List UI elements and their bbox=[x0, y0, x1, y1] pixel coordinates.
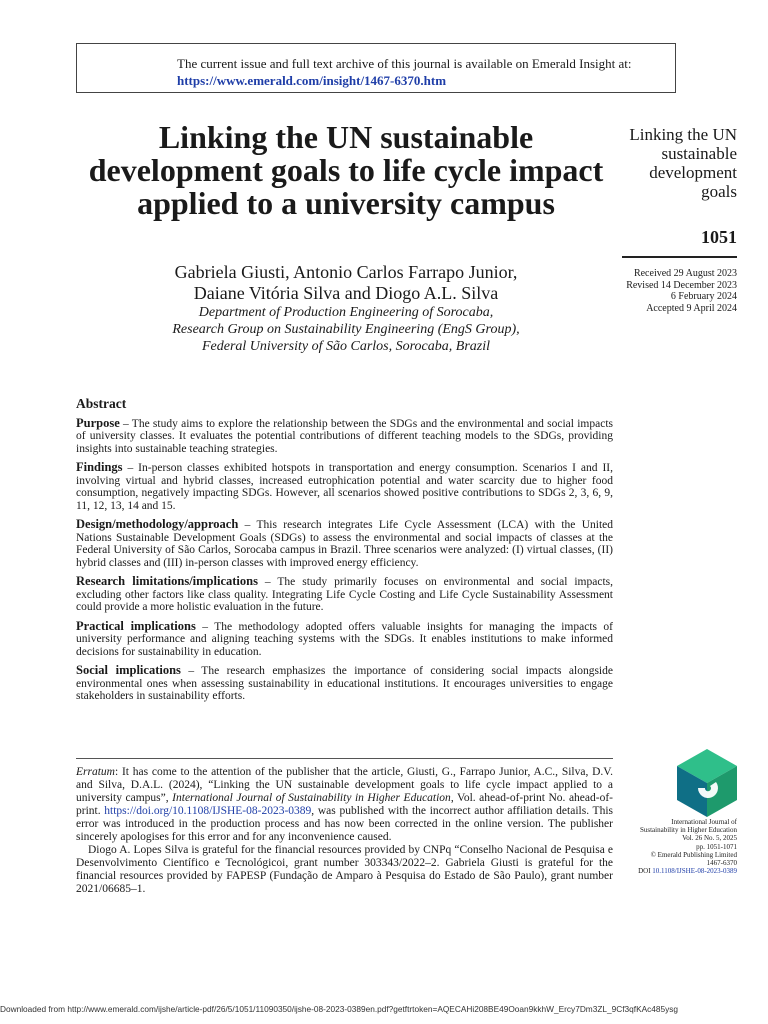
history-dates bbox=[600, 268, 737, 314]
erratum-label: Erratum bbox=[76, 766, 115, 778]
running-title-line-3: development bbox=[649, 163, 737, 182]
abstract-social bbox=[76, 664, 613, 703]
revised-date-2: 6 February 2024 bbox=[670, 291, 737, 302]
design-label: Design/methodology/approach bbox=[76, 517, 239, 531]
abstract-findings bbox=[76, 461, 613, 512]
journal-name-1: International Journal of bbox=[671, 818, 737, 826]
erratum-journal: International Journal of Sustainability in Higher Education bbox=[172, 792, 451, 804]
footnotes bbox=[76, 766, 613, 896]
doi-link[interactable]: 10.1108/IJSHE-08-2023-0389 bbox=[652, 867, 737, 876]
abstract-practical bbox=[76, 620, 613, 659]
revised-date-1: Revised 14 December 2023 bbox=[626, 279, 737, 291]
journal-doi bbox=[600, 867, 737, 875]
affiliation-line-1: Department of Production Engineering of Sorocaba, bbox=[198, 305, 494, 320]
running-title-line-4: goals bbox=[701, 182, 737, 201]
limitations-text: – The study primarily focuses on environmental and social impacts, excluding other factors like class quality. Integrating Life Cycle Costing and Life Cycle Sustainability Assessment could provide a more holistic evaluation in the future. bbox=[76, 576, 614, 613]
journal-volume: Vol. 26 No. 5, 2025 bbox=[682, 834, 737, 843]
affiliation-line-2: Research Group on Sustainability Engineering (EngS Group), bbox=[172, 322, 520, 337]
purpose-label: Purpose bbox=[76, 415, 120, 430]
journal-info bbox=[600, 818, 737, 875]
page-number: 1051 bbox=[701, 227, 737, 247]
author-list bbox=[76, 262, 616, 304]
archive-notice-box bbox=[76, 43, 676, 93]
limitations-label: Research limitations/implications bbox=[76, 574, 258, 588]
funding-note: Diogo A. Lopes Silva is grateful for the financial resources provided by CNPq “Conselho Nacional de Pesquisa e Desenvolvimento Científico e Tecnológicoi, grant number 303343/2022–2. Gabriela Giusti is grateful for the financial resources provided by FAPESP (Fundação de Amparo à Pesquisa do Estado de São Paulo), grant number 2021/06685–1. bbox=[76, 844, 613, 895]
footnote-divider bbox=[76, 758, 613, 759]
erratum-doi-link[interactable]: https://doi.org/10.1108/IJSHE-08-2023-0389 bbox=[104, 805, 312, 817]
design-text: – This research integrates Life Cycle Assessment (LCA) with the United Nations Sustainable Development Goals (SDGs) to assess the environmental and social impacts of classes at the Federal University of São Carlos, Sorocaba campus in Brazil. Three scenarios were analyzed: (I) virtual classes, (II) hybrid classes and (III) in-person classes with improved energy efficiency. bbox=[76, 519, 613, 569]
journal-copyright: © Emerald Publishing Limited bbox=[650, 850, 737, 859]
emerald-logo-icon bbox=[676, 748, 738, 818]
erratum-text-2: , Vol. ahead-of-print No. ahead-of-print. bbox=[76, 792, 613, 817]
abstract-purpose bbox=[76, 417, 613, 456]
accepted-date: Accepted 9 April 2024 bbox=[646, 302, 737, 314]
social-text: – The research emphasizes the importance of considering social impacts alongside environmental ones when assessing sustainability in educational institutions. It encourages universities to engage stakeholders in sustainability efforts. bbox=[76, 665, 613, 702]
affiliation-line-3: Federal University of São Carlos, Sorocaba, Brazil bbox=[201, 339, 491, 354]
running-title-line-2: sustainable bbox=[661, 144, 737, 163]
journal-pages: pp. 1051-1071 bbox=[696, 842, 737, 851]
affiliation bbox=[76, 304, 616, 355]
doi-prefix: DOI bbox=[638, 867, 653, 876]
archive-notice-text: The current issue and full text archive of this journal is available on Emerald Insight at: bbox=[177, 56, 632, 71]
author-line-2: Daiane Vitória Silva and Diogo A.L. Silva bbox=[193, 283, 499, 303]
findings-text: – In-person classes exhibited hotspots in transportation and energy consumption. Scenarios I and II, involving virtual and hybrid classes, increased eutrophication potential and water scarcity due to higher food consumption, negatively impacting SDGs. However, all scenarios showed positive contributions to SDGs 2, 3, 6, 9, 11, 12, 13, 14 and 15. bbox=[76, 462, 613, 512]
findings-label: Findings bbox=[76, 460, 123, 474]
abstract-heading: Abstract bbox=[76, 396, 127, 411]
running-title bbox=[600, 125, 737, 201]
abstract-design bbox=[76, 518, 613, 569]
social-label: Social implications bbox=[76, 663, 181, 677]
erratum-text-3: , was published with the incorrect author affiliation details. This error was introduced in the production process and has now been corrected in the online version. The publisher sincerely apologises for this error and for any inconvenience caused. bbox=[76, 805, 613, 843]
download-footer: Downloaded from http://www.emerald.com/ijshe/article-pdf/26/5/1051/11090350/ijshe-08-2023-0389en.pdf?getftrtoken=AQECAHi208BE49Ooan9kkhW_Ercy7Dm3ZL_9Cf3qfKAc485ysg bbox=[0, 1004, 679, 1014]
practical-text: – The methodology adopted offers valuable insights for managing the impacts of university performance and aligning teaching systems with the SDGs. It enables institutions to make informed decisions for sustainability in education. bbox=[76, 620, 613, 658]
received-date: Received 29 August 2023 bbox=[633, 268, 737, 279]
practical-label: Practical implications bbox=[76, 618, 196, 633]
erratum-note bbox=[76, 766, 613, 844]
article-title: Linking the UN sustainable development goals to life cycle impact applied to a university campus bbox=[88, 119, 604, 221]
journal-issn: 1467-6370 bbox=[706, 859, 737, 868]
running-title-line-1: Linking the UN bbox=[629, 125, 737, 144]
abstract-limitations bbox=[76, 575, 613, 614]
purpose-text: – The study aims to explore the relationship between the SDGs and the environmental and social impacts of university classes. It evaluates the potential contributions of different teaching models to the SDGs, providing insights into sustainable teaching strategies. bbox=[76, 417, 613, 455]
abstract-section bbox=[76, 398, 613, 709]
sidebar-divider bbox=[622, 256, 737, 258]
erratum-text-1: : It has come to the attention of the publisher that the article, Giusti, G., Farrapo Junior, A.C., Silva, D.V. and Silva, D.A.L. (2024), “Linking the UN sustainable development goals to life cycle impact applied to a university campus”, bbox=[76, 766, 613, 804]
archive-url-link[interactable]: https://www.emerald.com/insight/1467-6370.htm bbox=[177, 73, 447, 88]
journal-name-2: Sustainability in Higher Education bbox=[639, 826, 737, 835]
author-line-1: Gabriela Giusti, Antonio Carlos Farrapo Junior, bbox=[174, 262, 518, 282]
